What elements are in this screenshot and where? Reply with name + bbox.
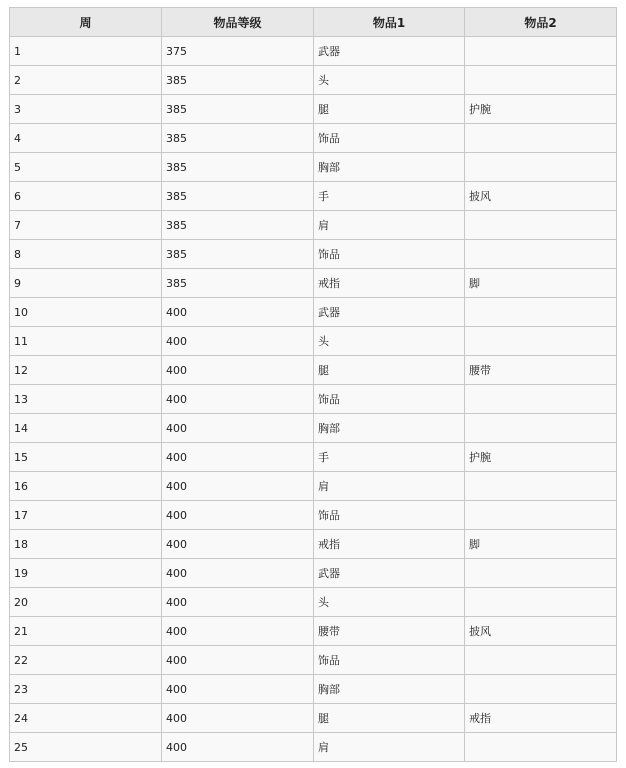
item-level-cell: 400 [162, 646, 314, 675]
week-cell: 6 [10, 182, 162, 211]
item-1-cell: 饰品 [314, 646, 465, 675]
item-1-cell: 武器 [314, 298, 465, 327]
week-cell: 25 [10, 733, 162, 762]
table-row [10, 617, 617, 646]
item-1-cell: 手 [314, 182, 465, 211]
header-item-1: 物品1 [314, 8, 465, 37]
item-level-cell: 385 [162, 182, 314, 211]
table-row [10, 240, 617, 269]
week-cell: 7 [10, 211, 162, 240]
item-1-cell: 腿 [314, 356, 465, 385]
week-cell: 1 [10, 37, 162, 66]
item-2-cell [465, 675, 617, 704]
item-2-cell [465, 501, 617, 530]
item-2-cell [465, 240, 617, 269]
table-row [10, 95, 617, 124]
table-row [10, 501, 617, 530]
item-level-cell: 385 [162, 66, 314, 95]
item-level-cell: 400 [162, 675, 314, 704]
table-row [10, 704, 617, 733]
table-row [10, 443, 617, 472]
week-cell: 14 [10, 414, 162, 443]
item-2-cell: 护腕 [465, 443, 617, 472]
item-1-cell: 肩 [314, 472, 465, 501]
week-cell: 11 [10, 327, 162, 356]
week-cell: 15 [10, 443, 162, 472]
item-2-cell: 戒指 [465, 704, 617, 733]
item-1-cell: 胸部 [314, 414, 465, 443]
item-2-cell: 脚 [465, 530, 617, 559]
item-2-cell: 披风 [465, 182, 617, 211]
item-1-cell: 手 [314, 443, 465, 472]
week-cell: 5 [10, 153, 162, 182]
item-1-cell: 胸部 [314, 675, 465, 704]
item-2-cell: 脚 [465, 269, 617, 298]
item-level-cell: 385 [162, 211, 314, 240]
item-level-cell: 385 [162, 95, 314, 124]
table-row [10, 298, 617, 327]
table-body [10, 37, 617, 762]
table-row [10, 733, 617, 762]
item-2-cell: 护腕 [465, 95, 617, 124]
table-row [10, 211, 617, 240]
item-2-cell: 腰带 [465, 356, 617, 385]
header-item-level: 物品等级 [162, 8, 314, 37]
table-row [10, 414, 617, 443]
table-row [10, 66, 617, 95]
item-1-cell: 肩 [314, 733, 465, 762]
item-2-cell [465, 588, 617, 617]
week-cell: 9 [10, 269, 162, 298]
item-2-cell [465, 298, 617, 327]
item-1-cell: 戒指 [314, 530, 465, 559]
item-level-cell: 400 [162, 356, 314, 385]
item-1-cell: 腿 [314, 95, 465, 124]
week-cell: 10 [10, 298, 162, 327]
week-cell: 3 [10, 95, 162, 124]
table-row [10, 588, 617, 617]
item-2-cell [465, 646, 617, 675]
item-level-cell: 385 [162, 269, 314, 298]
week-cell: 19 [10, 559, 162, 588]
week-cell: 23 [10, 675, 162, 704]
week-cell: 22 [10, 646, 162, 675]
week-cell: 2 [10, 66, 162, 95]
item-level-cell: 400 [162, 385, 314, 414]
week-cell: 17 [10, 501, 162, 530]
week-cell: 24 [10, 704, 162, 733]
item-level-cell: 400 [162, 559, 314, 588]
item-2-cell: 披风 [465, 617, 617, 646]
item-2-cell [465, 153, 617, 182]
header-week: 周 [10, 8, 162, 37]
table-row [10, 646, 617, 675]
week-cell: 4 [10, 124, 162, 153]
item-level-cell: 375 [162, 37, 314, 66]
item-level-cell: 400 [162, 298, 314, 327]
item-level-cell: 385 [162, 240, 314, 269]
item-level-cell: 385 [162, 153, 314, 182]
table-row [10, 182, 617, 211]
item-2-cell [465, 124, 617, 153]
table-row [10, 385, 617, 414]
header-item-2: 物品2 [465, 8, 617, 37]
week-cell: 21 [10, 617, 162, 646]
week-cell: 8 [10, 240, 162, 269]
table-row [10, 269, 617, 298]
item-2-cell [465, 414, 617, 443]
week-cell: 18 [10, 530, 162, 559]
item-1-cell: 头 [314, 588, 465, 617]
item-2-cell [465, 559, 617, 588]
item-2-cell [465, 66, 617, 95]
item-1-cell: 饰品 [314, 240, 465, 269]
item-1-cell: 饰品 [314, 124, 465, 153]
item-1-cell: 腰带 [314, 617, 465, 646]
item-2-cell [465, 37, 617, 66]
item-1-cell: 武器 [314, 559, 465, 588]
table-container [9, 7, 617, 762]
item-2-cell [465, 385, 617, 414]
item-level-cell: 400 [162, 501, 314, 530]
item-2-cell [465, 733, 617, 762]
item-1-cell: 头 [314, 66, 465, 95]
weekly-item-table [9, 7, 617, 762]
item-1-cell: 肩 [314, 211, 465, 240]
item-level-cell: 400 [162, 443, 314, 472]
item-level-cell: 400 [162, 704, 314, 733]
table-row [10, 356, 617, 385]
item-level-cell: 400 [162, 472, 314, 501]
item-level-cell: 400 [162, 733, 314, 762]
item-level-cell: 400 [162, 414, 314, 443]
table-row [10, 675, 617, 704]
item-level-cell: 400 [162, 327, 314, 356]
item-1-cell: 饰品 [314, 385, 465, 414]
item-1-cell: 武器 [314, 37, 465, 66]
item-1-cell: 腿 [314, 704, 465, 733]
item-2-cell [465, 327, 617, 356]
table-row [10, 37, 617, 66]
item-level-cell: 385 [162, 124, 314, 153]
item-1-cell: 胸部 [314, 153, 465, 182]
table-row [10, 124, 617, 153]
item-level-cell: 400 [162, 588, 314, 617]
week-cell: 13 [10, 385, 162, 414]
table-row [10, 472, 617, 501]
table-row [10, 153, 617, 182]
item-level-cell: 400 [162, 530, 314, 559]
header-row [10, 8, 617, 37]
item-1-cell: 戒指 [314, 269, 465, 298]
table-row [10, 559, 617, 588]
item-1-cell: 头 [314, 327, 465, 356]
item-1-cell: 饰品 [314, 501, 465, 530]
week-cell: 16 [10, 472, 162, 501]
item-2-cell [465, 472, 617, 501]
table-row [10, 530, 617, 559]
week-cell: 12 [10, 356, 162, 385]
item-level-cell: 400 [162, 617, 314, 646]
table-row [10, 327, 617, 356]
item-2-cell [465, 211, 617, 240]
week-cell: 20 [10, 588, 162, 617]
